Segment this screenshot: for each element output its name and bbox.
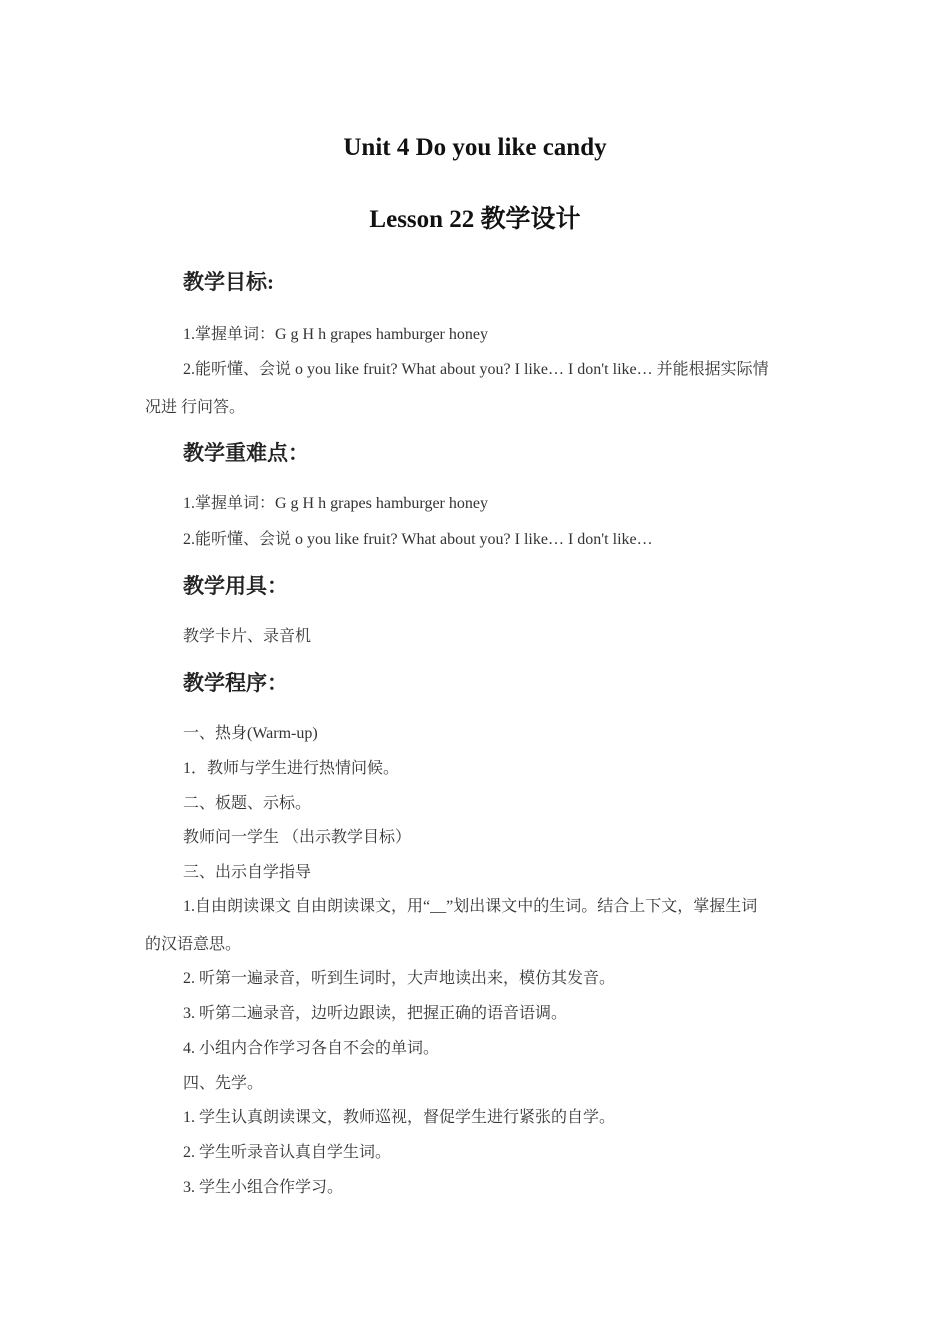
section-heading-key-points: 教学重难点： bbox=[183, 441, 309, 465]
document-subtitle: Lesson 22 教学设计 bbox=[369, 206, 581, 233]
tools-line: 教学卡片、录音机 bbox=[183, 628, 312, 645]
procedure-line: 二、板题、示标。 bbox=[183, 795, 312, 812]
objectives-line: 1.掌握单词：G g H h grapes hamburger honey bbox=[183, 326, 488, 343]
procedure-line: 的汉语意思。 bbox=[145, 936, 242, 953]
procedure-line: 教师问一学生 （出示教学目标） bbox=[183, 829, 412, 846]
procedure-line: 一、热身(Warm-up) bbox=[183, 725, 318, 742]
procedure-line: 3. 听第二遍录音，边听边跟读，把握正确的语音语调。 bbox=[183, 1005, 568, 1022]
procedure-line: 1.自由朗读课文 自由朗读课文，用“__”划出课文中的生词。结合上下文，掌握生词 bbox=[183, 898, 758, 915]
document-title: Unit 4 Do you like candy bbox=[343, 134, 607, 161]
procedure-line: 2. 听第一遍录音，听到生词时，大声地读出来，模仿其发音。 bbox=[183, 970, 616, 987]
procedure-line: 3. 学生小组合作学习。 bbox=[183, 1179, 344, 1196]
section-heading-tools: 教学用具： bbox=[183, 574, 288, 598]
procedure-line: 1. 学生认真朗读课文，教师巡视，督促学生进行紧张的自学。 bbox=[183, 1109, 616, 1126]
objectives-line: 况进 行问答。 bbox=[145, 399, 246, 416]
key-points-line: 1.掌握单词：G g H h grapes hamburger honey bbox=[183, 495, 488, 512]
procedure-line: 1．教师与学生进行热情问候。 bbox=[183, 760, 400, 777]
objectives-line: 2.能听懂、会说 o you like fruit? What about you? I like… I don't like… 并能根据实际情 bbox=[183, 361, 769, 378]
section-heading-objectives: 教学目标: bbox=[183, 270, 274, 294]
key-points-line: 2.能听懂、会说 o you like fruit? What about you? I like… I don't like… bbox=[183, 531, 653, 548]
procedure-line: 四、先学。 bbox=[183, 1075, 264, 1092]
procedure-line: 三、出示自学指导 bbox=[183, 864, 312, 881]
procedure-line: 2. 学生听录音认真自学生词。 bbox=[183, 1144, 392, 1161]
procedure-line: 4. 小组内合作学习各自不会的单词。 bbox=[183, 1040, 440, 1057]
section-heading-procedure: 教学程序： bbox=[183, 671, 288, 695]
